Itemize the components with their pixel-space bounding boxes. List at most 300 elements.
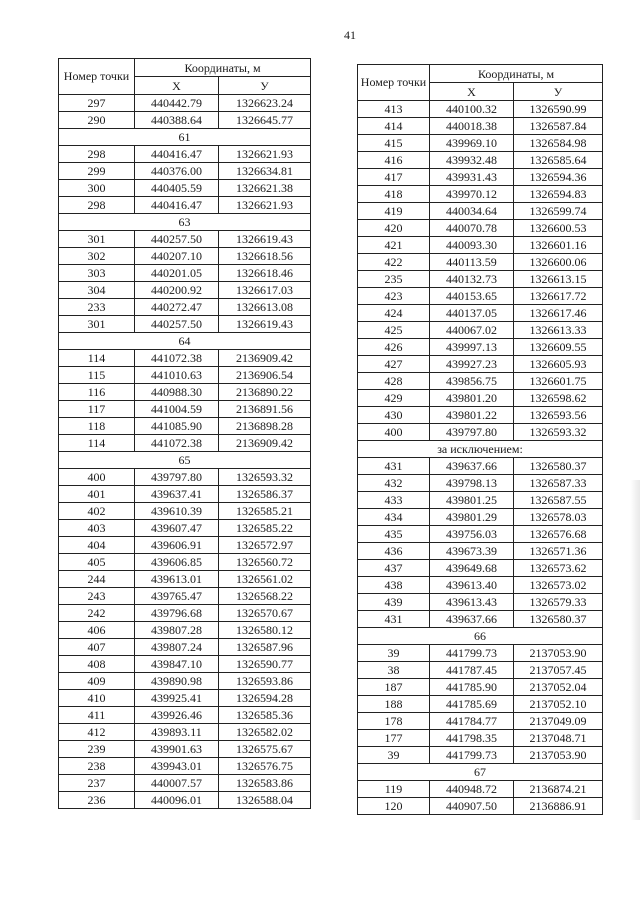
y-coordinate-cell: 1326590.99: [514, 101, 603, 118]
x-coordinate-cell: 440034.64: [430, 203, 514, 220]
point-number-cell: 430: [358, 407, 430, 424]
y-coordinate-cell: 1326623.24: [219, 95, 311, 112]
point-number-header: Номер точки: [358, 65, 430, 101]
y-coordinate-cell: 2136909.42: [219, 435, 311, 452]
table-row: [59, 282, 311, 299]
point-number-cell: 177: [358, 730, 430, 747]
y-coordinate-cell: 2136891.56: [219, 401, 311, 418]
point-number-cell: 290: [59, 112, 135, 129]
section-row: [59, 129, 311, 146]
point-number-cell: 437: [358, 560, 430, 577]
x-coordinate-cell: 441798.35: [430, 730, 514, 747]
x-coordinate-cell: 439801.29: [430, 509, 514, 526]
table-row: [59, 265, 311, 282]
point-number-cell: 236: [59, 792, 135, 809]
point-number-cell: 413: [358, 101, 430, 118]
table-row: [358, 407, 603, 424]
point-number-cell: 405: [59, 554, 135, 571]
point-number-cell: 402: [59, 503, 135, 520]
point-number-cell: 436: [358, 543, 430, 560]
point-number-cell: 233: [59, 299, 135, 316]
x-coordinate-cell: 439893.11: [135, 724, 219, 741]
table-row: [358, 288, 603, 305]
x-coordinate-cell: 439807.28: [135, 622, 219, 639]
section-row: [59, 214, 311, 231]
point-number-cell: 434: [358, 509, 430, 526]
scan-shadow: [630, 480, 640, 820]
x-coordinate-cell: 440018.38: [430, 118, 514, 135]
x-coordinate-cell: 440113.59: [430, 254, 514, 271]
point-number-cell: 425: [358, 322, 430, 339]
x-coordinate-cell: 439606.91: [135, 537, 219, 554]
table-row: [59, 605, 311, 622]
x-coordinate-cell: 439926.46: [135, 707, 219, 724]
y-coordinate-cell: 1326573.02: [514, 577, 603, 594]
y-coordinate-cell: 1326578.03: [514, 509, 603, 526]
y-coordinate-cell: 1326571.36: [514, 543, 603, 560]
table-row: [59, 299, 311, 316]
point-number-cell: 188: [358, 696, 430, 713]
point-number-cell: 300: [59, 180, 135, 197]
y-coordinate-cell: 1326568.22: [219, 588, 311, 605]
point-number-cell: 428: [358, 373, 430, 390]
section-label: за исключением:: [358, 441, 603, 458]
y-coordinate-cell: 1326593.32: [219, 469, 311, 486]
table-row: [358, 526, 603, 543]
table-row: [358, 662, 603, 679]
table-row: [358, 339, 603, 356]
point-number-cell: 297: [59, 95, 135, 112]
x-coordinate-cell: 441799.73: [430, 645, 514, 662]
x-coordinate-cell: 440132.73: [430, 271, 514, 288]
y-coordinate-cell: 1326600.06: [514, 254, 603, 271]
x-coordinate-cell: 439931.43: [430, 169, 514, 186]
y-coordinate-cell: 1326618.46: [219, 265, 311, 282]
point-number-cell: 244: [59, 571, 135, 588]
table-row: [59, 554, 311, 571]
y-coordinate-cell: 1326600.53: [514, 220, 603, 237]
x-coordinate-cell: 441085.90: [135, 418, 219, 435]
point-number-cell: 407: [59, 639, 135, 656]
y-coordinate-cell: 1326585.36: [219, 707, 311, 724]
y-coordinate-cell: 2137053.90: [514, 645, 603, 662]
table-row: [59, 197, 311, 214]
point-number-cell: 400: [59, 469, 135, 486]
x-coordinate-cell: 439637.66: [430, 611, 514, 628]
point-number-cell: 429: [358, 390, 430, 407]
point-number-cell: 39: [358, 645, 430, 662]
y-coordinate-cell: 1326570.67: [219, 605, 311, 622]
table-row: [59, 724, 311, 741]
section-row: [358, 441, 603, 458]
y-coordinate-cell: 1326587.96: [219, 639, 311, 656]
point-number-cell: 411: [59, 707, 135, 724]
x-coordinate-cell: 439607.47: [135, 520, 219, 537]
point-number-cell: 400: [358, 424, 430, 441]
point-number-cell: 401: [59, 486, 135, 503]
y-coordinate-cell: 1326584.98: [514, 135, 603, 152]
y-coordinate-cell: 1326580.37: [514, 611, 603, 628]
x-coordinate-cell: 439969.10: [430, 135, 514, 152]
y-header: У: [514, 83, 603, 101]
point-number-cell: 404: [59, 537, 135, 554]
x-coordinate-cell: 440416.47: [135, 146, 219, 163]
point-number-cell: 298: [59, 197, 135, 214]
coordinates-table-left: [58, 58, 311, 809]
table-row: [358, 560, 603, 577]
y-coordinate-cell: 1326586.37: [219, 486, 311, 503]
point-number-cell: 116: [59, 384, 135, 401]
y-coordinate-cell: 1326579.33: [514, 594, 603, 611]
table-row: [358, 135, 603, 152]
x-coordinate-cell: 441799.73: [430, 747, 514, 764]
y-coordinate-cell: 1326594.83: [514, 186, 603, 203]
x-coordinate-cell: 440207.10: [135, 248, 219, 265]
x-coordinate-cell: 440376.00: [135, 163, 219, 180]
x-coordinate-cell: 439798.13: [430, 475, 514, 492]
x-coordinate-cell: 439847.10: [135, 656, 219, 673]
table-row: [358, 186, 603, 203]
y-coordinate-cell: 1326621.38: [219, 180, 311, 197]
y-coordinate-cell: 1326599.74: [514, 203, 603, 220]
x-coordinate-cell: 440988.30: [135, 384, 219, 401]
x-coordinate-cell: 439925.41: [135, 690, 219, 707]
x-coordinate-cell: 439673.39: [430, 543, 514, 560]
x-coordinate-cell: 440257.50: [135, 316, 219, 333]
point-number-cell: 242: [59, 605, 135, 622]
section-label: 65: [59, 452, 311, 469]
y-coordinate-cell: 1326587.84: [514, 118, 603, 135]
table-row: [358, 271, 603, 288]
table-row: [358, 424, 603, 441]
section-row: [358, 628, 603, 645]
y-coordinate-cell: 1326621.93: [219, 146, 311, 163]
point-number-cell: 299: [59, 163, 135, 180]
y-coordinate-cell: 1326576.68: [514, 526, 603, 543]
x-coordinate-cell: 440153.65: [430, 288, 514, 305]
table-body-right: [358, 65, 603, 815]
x-coordinate-cell: 440388.64: [135, 112, 219, 129]
point-number-cell: 424: [358, 305, 430, 322]
x-header: X: [135, 77, 219, 95]
y-coordinate-cell: 1326587.33: [514, 475, 603, 492]
table-row: [358, 577, 603, 594]
point-number-cell: 416: [358, 152, 430, 169]
point-number-cell: 409: [59, 673, 135, 690]
table-row: [59, 673, 311, 690]
y-coordinate-cell: 2136886.91: [514, 798, 603, 815]
table-row: [358, 356, 603, 373]
y-coordinate-cell: 2137049.09: [514, 713, 603, 730]
point-number-cell: 439: [358, 594, 430, 611]
table-row: [59, 316, 311, 333]
table-row: [358, 747, 603, 764]
y-coordinate-cell: 1326576.75: [219, 758, 311, 775]
point-number-cell: 403: [59, 520, 135, 537]
x-coordinate-cell: 439807.24: [135, 639, 219, 656]
point-number-cell: 187: [358, 679, 430, 696]
point-number-cell: 237: [59, 775, 135, 792]
table-row: [59, 622, 311, 639]
y-coordinate-cell: 1326609.55: [514, 339, 603, 356]
table-row: [358, 169, 603, 186]
x-coordinate-cell: 439637.66: [430, 458, 514, 475]
table-row: [358, 373, 603, 390]
table-row: [59, 775, 311, 792]
point-number-cell: 120: [358, 798, 430, 815]
table-row: [59, 639, 311, 656]
point-number-cell: 114: [59, 350, 135, 367]
y-coordinate-cell: 1326605.93: [514, 356, 603, 373]
section-row: [59, 452, 311, 469]
table-row: [59, 469, 311, 486]
point-number-cell: 419: [358, 203, 430, 220]
y-coordinate-cell: 2137052.04: [514, 679, 603, 696]
x-coordinate-cell: 439637.41: [135, 486, 219, 503]
table-row: [59, 384, 311, 401]
x-coordinate-cell: 439606.85: [135, 554, 219, 571]
y-coordinate-cell: 1326573.62: [514, 560, 603, 577]
point-number-cell: 431: [358, 458, 430, 475]
y-coordinate-cell: 1326601.75: [514, 373, 603, 390]
x-coordinate-cell: 440100.32: [430, 101, 514, 118]
x-header: X: [430, 83, 514, 101]
point-number-cell: 38: [358, 662, 430, 679]
table-row: [358, 118, 603, 135]
y-coordinate-cell: 2136874.21: [514, 781, 603, 798]
point-number-cell: 432: [358, 475, 430, 492]
x-coordinate-cell: 439797.80: [135, 469, 219, 486]
table-row: [59, 95, 311, 112]
point-number-cell: 417: [358, 169, 430, 186]
x-coordinate-cell: 441072.38: [135, 435, 219, 452]
y-coordinate-cell: 1326619.43: [219, 316, 311, 333]
x-coordinate-cell: 441010.63: [135, 367, 219, 384]
point-number-cell: 423: [358, 288, 430, 305]
table-row: [59, 401, 311, 418]
table-row: [358, 322, 603, 339]
x-coordinate-cell: 440067.02: [430, 322, 514, 339]
section-row: [59, 333, 311, 350]
point-number-cell: 239: [59, 741, 135, 758]
point-number-cell: 118: [59, 418, 135, 435]
table-row: [59, 146, 311, 163]
x-coordinate-cell: 440416.47: [135, 197, 219, 214]
x-coordinate-cell: 439613.01: [135, 571, 219, 588]
x-coordinate-cell: 440442.79: [135, 95, 219, 112]
table-row: [59, 163, 311, 180]
y-coordinate-cell: 2137053.90: [514, 747, 603, 764]
y-coordinate-cell: 1326585.22: [219, 520, 311, 537]
y-coordinate-cell: 1326601.16: [514, 237, 603, 254]
y-coordinate-cell: 1326634.81: [219, 163, 311, 180]
y-coordinate-cell: 1326598.62: [514, 390, 603, 407]
section-row: [358, 764, 603, 781]
x-coordinate-cell: 440272.47: [135, 299, 219, 316]
point-number-cell: 238: [59, 758, 135, 775]
y-coordinate-cell: 1326613.08: [219, 299, 311, 316]
y-coordinate-cell: 1326583.86: [219, 775, 311, 792]
y-coordinate-cell: 1326575.67: [219, 741, 311, 758]
x-coordinate-cell: 441785.69: [430, 696, 514, 713]
point-number-cell: 301: [59, 231, 135, 248]
point-number-cell: 414: [358, 118, 430, 135]
y-coordinate-cell: 1326585.64: [514, 152, 603, 169]
point-number-header: Номер точки: [59, 59, 135, 95]
y-coordinate-cell: 2136890.22: [219, 384, 311, 401]
table-row: [358, 645, 603, 662]
table-row: [358, 237, 603, 254]
point-number-cell: 421: [358, 237, 430, 254]
x-coordinate-cell: 439901.63: [135, 741, 219, 758]
table-row: [358, 254, 603, 271]
table-row: [358, 203, 603, 220]
table-row: [59, 112, 311, 129]
section-label: 66: [358, 628, 603, 645]
x-coordinate-cell: 440907.50: [430, 798, 514, 815]
table-row: [358, 220, 603, 237]
x-coordinate-cell: 439932.48: [430, 152, 514, 169]
y-coordinate-cell: 1326580.12: [219, 622, 311, 639]
table-row: [358, 713, 603, 730]
point-number-cell: 235: [358, 271, 430, 288]
x-coordinate-cell: 439796.68: [135, 605, 219, 622]
table-row: [59, 435, 311, 452]
x-coordinate-cell: 440405.59: [135, 180, 219, 197]
x-coordinate-cell: 439610.39: [135, 503, 219, 520]
y-coordinate-cell: 1326617.03: [219, 282, 311, 299]
point-number-cell: 418: [358, 186, 430, 203]
x-coordinate-cell: 439997.13: [430, 339, 514, 356]
y-header: У: [219, 77, 311, 95]
table-row: [59, 792, 311, 809]
x-coordinate-cell: 440200.92: [135, 282, 219, 299]
y-coordinate-cell: 1326582.02: [219, 724, 311, 741]
point-number-cell: 433: [358, 492, 430, 509]
table-row: [358, 101, 603, 118]
point-number-cell: 431: [358, 611, 430, 628]
table-row: [59, 588, 311, 605]
x-coordinate-cell: 439797.80: [430, 424, 514, 441]
x-coordinate-cell: 439927.23: [430, 356, 514, 373]
table-row: [59, 486, 311, 503]
y-coordinate-cell: 1326590.77: [219, 656, 311, 673]
point-number-cell: 119: [358, 781, 430, 798]
x-coordinate-cell: 439856.75: [430, 373, 514, 390]
point-number-cell: 412: [59, 724, 135, 741]
x-coordinate-cell: 439756.03: [430, 526, 514, 543]
table-row: [358, 798, 603, 815]
table-row: [59, 571, 311, 588]
table-row: [358, 543, 603, 560]
point-number-cell: 438: [358, 577, 430, 594]
y-coordinate-cell: 2137057.45: [514, 662, 603, 679]
table-row: [59, 418, 311, 435]
table-row: [59, 248, 311, 265]
x-coordinate-cell: 440201.05: [135, 265, 219, 282]
x-coordinate-cell: 441784.77: [430, 713, 514, 730]
x-coordinate-cell: 439649.68: [430, 560, 514, 577]
table-row: [59, 758, 311, 775]
table-row: [59, 537, 311, 554]
x-coordinate-cell: 441787.45: [430, 662, 514, 679]
table-row: [358, 696, 603, 713]
table-row: [59, 180, 311, 197]
y-coordinate-cell: 1326594.28: [219, 690, 311, 707]
y-coordinate-cell: 1326619.43: [219, 231, 311, 248]
point-number-cell: 303: [59, 265, 135, 282]
point-number-cell: 422: [358, 254, 430, 271]
x-coordinate-cell: 440007.57: [135, 775, 219, 792]
table-body-left: [59, 59, 311, 809]
coordinates-header: Координаты, м: [430, 65, 603, 83]
point-number-cell: 410: [59, 690, 135, 707]
coordinates-table-right: [357, 64, 603, 815]
y-coordinate-cell: 1326613.33: [514, 322, 603, 339]
y-coordinate-cell: 1326593.56: [514, 407, 603, 424]
y-coordinate-cell: 1326594.36: [514, 169, 603, 186]
y-coordinate-cell: 1326560.72: [219, 554, 311, 571]
table-row: [59, 656, 311, 673]
table-row: [358, 458, 603, 475]
y-coordinate-cell: 1326572.97: [219, 537, 311, 554]
point-number-cell: 302: [59, 248, 135, 265]
y-coordinate-cell: 2136906.54: [219, 367, 311, 384]
table-row: [59, 707, 311, 724]
point-number-cell: 298: [59, 146, 135, 163]
x-coordinate-cell: 439613.43: [430, 594, 514, 611]
y-coordinate-cell: 2136909.42: [219, 350, 311, 367]
table-row: [358, 594, 603, 611]
y-coordinate-cell: 1326588.04: [219, 792, 311, 809]
section-label: 63: [59, 214, 311, 231]
table-row: [358, 475, 603, 492]
table-row: [59, 690, 311, 707]
point-number-cell: 115: [59, 367, 135, 384]
x-coordinate-cell: 439801.25: [430, 492, 514, 509]
x-coordinate-cell: 439970.12: [430, 186, 514, 203]
y-coordinate-cell: 1326618.56: [219, 248, 311, 265]
y-coordinate-cell: 1326617.46: [514, 305, 603, 322]
x-coordinate-cell: 439943.01: [135, 758, 219, 775]
x-coordinate-cell: 439890.98: [135, 673, 219, 690]
section-label: 67: [358, 764, 603, 781]
y-coordinate-cell: 1326645.77: [219, 112, 311, 129]
page-number: 41: [344, 28, 356, 42]
table-row: [59, 231, 311, 248]
x-coordinate-cell: 439801.22: [430, 407, 514, 424]
x-coordinate-cell: 440137.05: [430, 305, 514, 322]
y-coordinate-cell: 1326621.93: [219, 197, 311, 214]
table-row: [59, 350, 311, 367]
x-coordinate-cell: 439765.47: [135, 588, 219, 605]
x-coordinate-cell: 440070.78: [430, 220, 514, 237]
x-coordinate-cell: 440948.72: [430, 781, 514, 798]
y-coordinate-cell: 1326613.15: [514, 271, 603, 288]
table-row: [358, 509, 603, 526]
table-row: [358, 305, 603, 322]
table-row: [358, 492, 603, 509]
point-number-cell: 304: [59, 282, 135, 299]
table-row: [358, 611, 603, 628]
x-coordinate-cell: 440093.30: [430, 237, 514, 254]
y-coordinate-cell: 1326585.21: [219, 503, 311, 520]
table-row: [59, 741, 311, 758]
x-coordinate-cell: 439613.40: [430, 577, 514, 594]
y-coordinate-cell: 1326580.37: [514, 458, 603, 475]
point-number-cell: 178: [358, 713, 430, 730]
table-row: [358, 152, 603, 169]
